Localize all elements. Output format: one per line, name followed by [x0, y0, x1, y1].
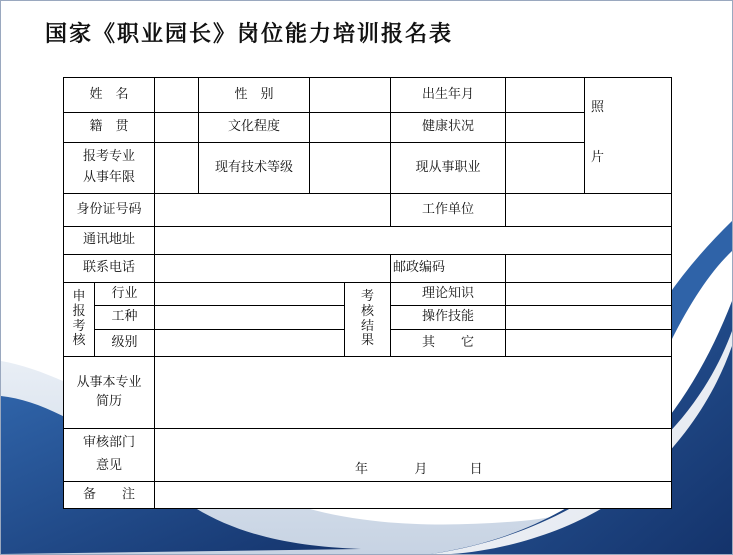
resume-label-2: 简历 — [96, 393, 123, 409]
resume-label — [64, 357, 155, 429]
industry-value[interactable] — [155, 283, 345, 306]
birth-label: 出生年月 — [391, 78, 506, 113]
id-number-label: 身份证号码 — [64, 194, 155, 227]
resume-value[interactable] — [155, 357, 672, 429]
form-title: 国家《职业园长》岗位能力培训报名表 — [45, 21, 454, 47]
education-label: 文化程度 — [199, 113, 310, 143]
gender-value[interactable] — [310, 78, 391, 113]
grade-label: 级别 — [95, 330, 155, 357]
native-label: 籍 贯 — [64, 113, 155, 143]
other-label: 其 它 — [391, 330, 506, 357]
exam-char-2: 核 — [361, 303, 375, 319]
theory-value[interactable] — [506, 283, 672, 306]
workplace-label: 工作单位 — [391, 194, 506, 227]
skill-label: 操作技能 — [391, 306, 506, 330]
review-label-1: 审核部门 — [83, 435, 136, 451]
photo-label-2: 片 — [591, 149, 605, 165]
review-label-2: 意见 — [96, 458, 123, 473]
resume-label-1: 从事本专业 — [76, 374, 142, 390]
id-number-value[interactable] — [155, 194, 391, 227]
education-value[interactable] — [310, 113, 391, 143]
apply-char-3: 考 — [72, 318, 86, 334]
registration-form-table — [63, 77, 672, 509]
gender-label: 性 别 — [199, 78, 310, 113]
apply-char-2: 报 — [72, 303, 86, 319]
grade-value[interactable] — [155, 330, 345, 357]
major-years-label — [64, 143, 155, 194]
industry-label: 行业 — [95, 283, 155, 306]
phone-label: 联系电话 — [64, 255, 155, 283]
birth-value[interactable] — [506, 78, 585, 113]
job-type-label: 工种 — [95, 306, 155, 330]
exam-char-4: 果 — [361, 333, 375, 349]
phone-value[interactable] — [155, 255, 391, 283]
month-label: 月 — [414, 462, 428, 478]
major-years-value[interactable] — [155, 143, 199, 194]
postcode-label: 邮政编码 — [391, 255, 506, 283]
health-label: 健康状况 — [391, 113, 506, 143]
apply-char-4: 核 — [72, 333, 86, 349]
address-label: 通讯地址 — [64, 227, 155, 255]
exam-char-1: 考 — [361, 288, 375, 304]
other-value[interactable] — [506, 330, 672, 357]
name-label: 姓 名 — [64, 78, 155, 113]
years-label: 从事年限 — [83, 170, 136, 185]
tech-level-value[interactable] — [310, 143, 391, 194]
photo-box[interactable] — [585, 78, 672, 194]
exam-result-label — [345, 283, 391, 357]
apply-char-1: 申 — [72, 288, 86, 304]
theory-label: 理论知识 — [391, 283, 506, 306]
health-value[interactable] — [506, 113, 585, 143]
major-label: 报考专业 — [83, 149, 136, 165]
skill-value[interactable] — [506, 306, 672, 330]
exam-char-3: 结 — [361, 318, 375, 334]
tech-level-label: 现有技术等级 — [199, 143, 310, 194]
review-label — [64, 429, 155, 482]
workplace-value[interactable] — [506, 194, 672, 227]
native-value[interactable] — [155, 113, 199, 143]
postcode-value[interactable] — [506, 255, 672, 283]
review-value[interactable] — [155, 429, 672, 482]
review-date — [355, 463, 483, 478]
remark-label: 备 注 — [64, 482, 155, 509]
year-label: 年 — [355, 462, 369, 478]
current-job-label: 现从事职业 — [391, 143, 506, 194]
name-value[interactable] — [155, 78, 199, 113]
apply-review-label — [64, 283, 95, 357]
job-type-value[interactable] — [155, 306, 345, 330]
address-value[interactable] — [155, 227, 672, 255]
photo-label-1: 照 — [591, 99, 605, 115]
current-job-value[interactable] — [506, 143, 585, 194]
day-label: 日 — [469, 462, 483, 478]
remark-value[interactable] — [155, 482, 672, 509]
